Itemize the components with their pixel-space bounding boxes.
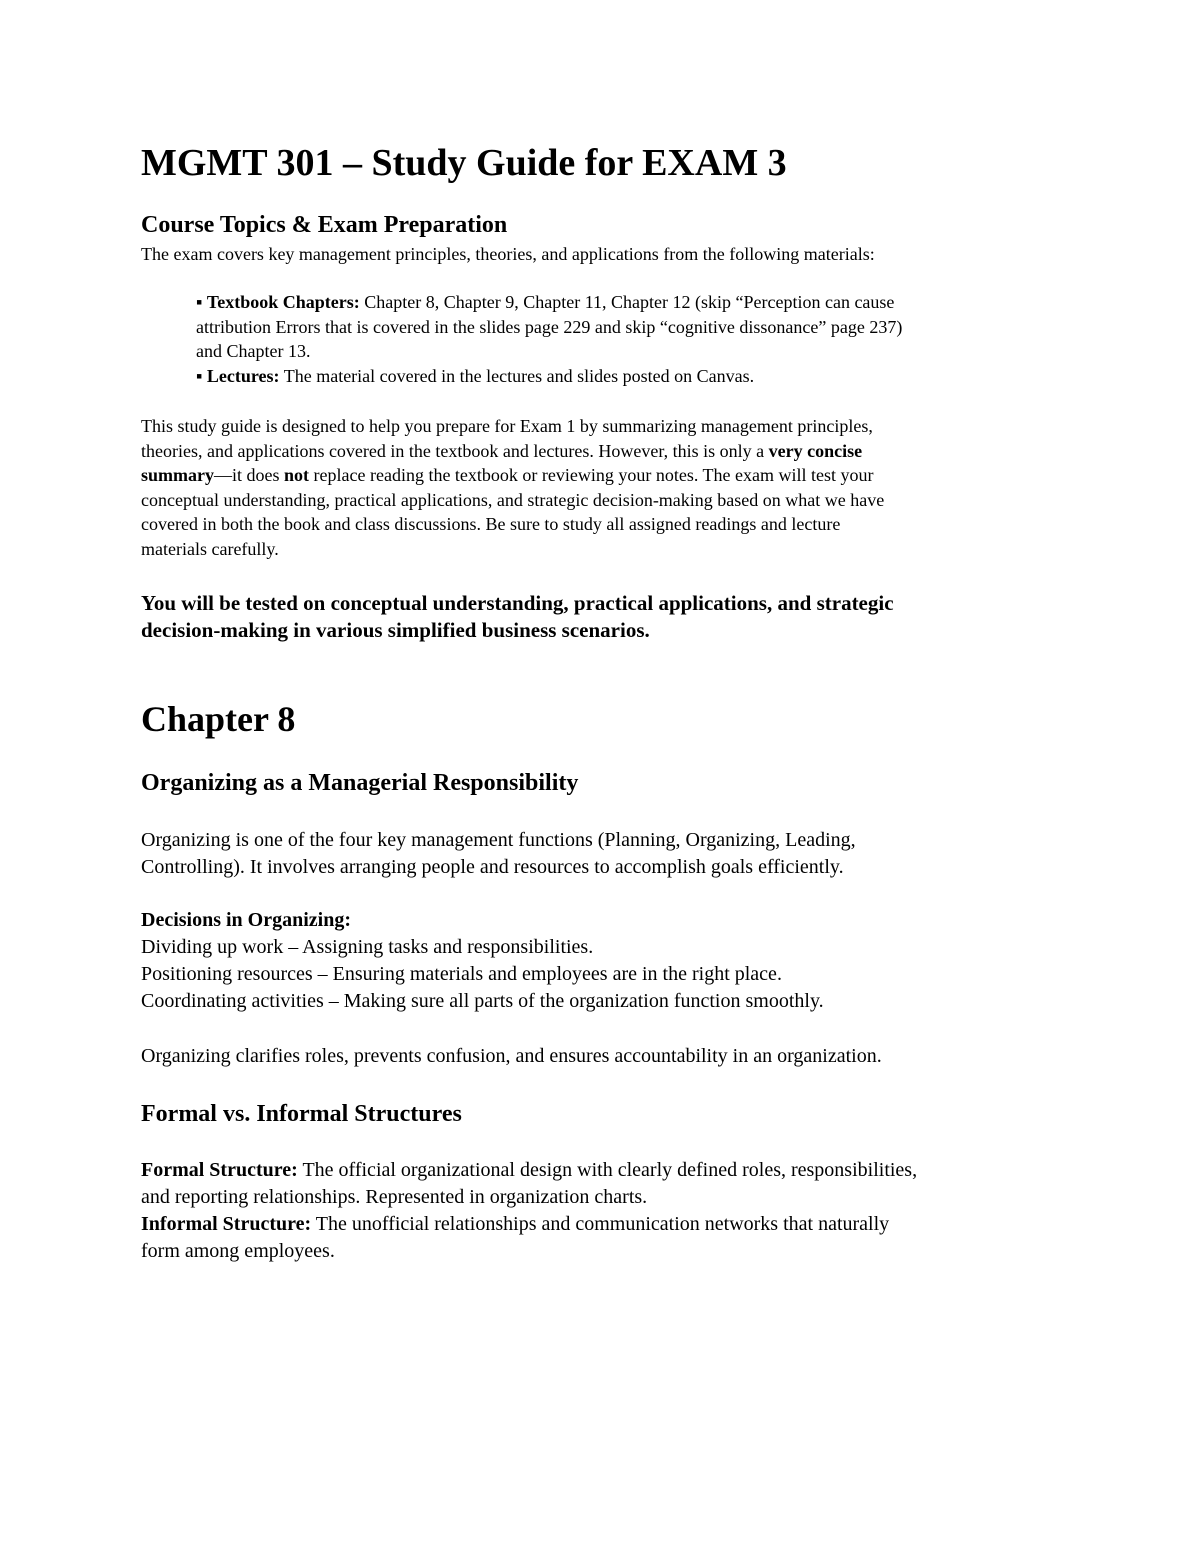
- list-item: ▪ Lectures: The material covered in the lectures and slides posted on Canvas.: [196, 365, 755, 386]
- decisions-block: [141, 907, 824, 1015]
- organizing-paragraph: Organizing is one of the four key management functions (Planning, Organizing, Leading, Controlling). It involves arranging people and resources to accomplish goals efficiently.: [141, 829, 856, 878]
- study-guide-paragraph: This study guide is designed to help you prepare for Exam 1 by summarizing management principles, theories, and applications covered in the textbook and lectures. However, this is only a very concise summary—it does not replace reading the textbook or reviewing your notes. The exam will test your conceptual understanding, practical applications, and strategic decision-making based on what we have covered in both the book and class discussions. Be sure to study all assigned readings and lecture materials carefully.: [141, 416, 885, 559]
- intro-text: The exam covers key management principles, theories, and applications from the following materials:: [141, 244, 875, 264]
- bullet-label: Textbook Chapters:: [206, 292, 360, 312]
- term-label: Informal Structure:: [141, 1213, 312, 1235]
- list-item: Coordinating activities – Making sure all parts of the organization function smoothly.: [141, 990, 824, 1012]
- list-item: Dividing up work – Assigning tasks and responsibilities.: [141, 936, 594, 958]
- materials-list: [196, 290, 1076, 388]
- testing-note: You will be tested on conceptual understanding, practical applications, and strategic decision-making in various simplified business scenarios.: [141, 591, 894, 642]
- list-item: ▪ Textbook Chapters: Chapter 8, Chapter 9, Chapter 11, Chapter 12 (skip “Perception can cause: [196, 292, 895, 312]
- organizing-summary: Organizing clarifies roles, prevents confusion, and ensures accountability in an organization.: [141, 1045, 882, 1067]
- list-item: Positioning resources – Ensuring materials and employees are in the right place.: [141, 963, 782, 985]
- bullet-icon: ▪: [196, 365, 207, 386]
- structures-block: Formal Structure: The official organizational design with clearly defined roles, responsibilities, and reporting relationships. Represented in organization charts. Informal Structure: The unofficial relationships and communication networks that naturally form among employees.: [141, 1159, 918, 1262]
- decisions-heading: Decisions in Organizing:: [141, 909, 352, 931]
- bullet-label: Lectures:: [206, 365, 280, 386]
- section-heading: Formal vs. Informal Structures: [141, 1101, 462, 1127]
- course-topics-heading: Course Topics & Exam Preparation: [141, 212, 508, 238]
- page-title: MGMT 301 – Study Guide for EXAM 3: [141, 142, 787, 184]
- section-heading: Organizing as a Managerial Responsibility: [141, 770, 579, 796]
- chapter-heading: Chapter 8: [141, 699, 296, 739]
- bullet-icon: ▪: [196, 292, 207, 312]
- list-item-continuation: and Chapter 13.: [196, 341, 311, 361]
- term-label: Formal Structure:: [141, 1159, 298, 1181]
- list-item-continuation: attribution Errors that is covered in the slides page 229 and skip “cognitive dissonance” page 237): [196, 316, 903, 337]
